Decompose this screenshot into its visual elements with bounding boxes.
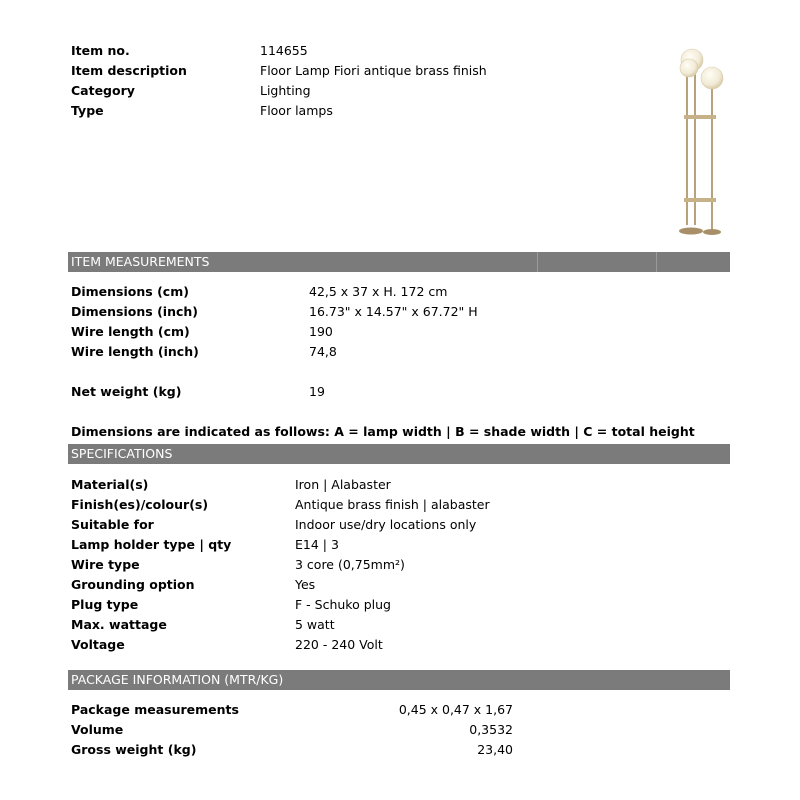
- voltage-value: 220 - 240 Volt: [295, 637, 383, 652]
- dimensions-cm-value: 42,5 x 37 x H. 172 cm: [309, 284, 448, 299]
- floor-lamp-image: [665, 40, 735, 240]
- lamp-holder-label: Lamp holder type | qty: [71, 537, 232, 552]
- material-label: Material(s): [71, 477, 149, 492]
- wire-type-label: Wire type: [71, 557, 140, 572]
- voltage-label: Voltage: [71, 637, 125, 652]
- volume-value: 0,3532: [469, 722, 513, 737]
- band-divider: [656, 252, 657, 272]
- volume-label: Volume: [71, 722, 124, 737]
- plug-type-label: Plug type: [71, 597, 139, 612]
- dimensions-cm-label: Dimensions (cm): [71, 284, 189, 299]
- package-information-header: [68, 670, 730, 690]
- wire-length-inch-value: 74,8: [309, 344, 337, 359]
- package-information-title: PACKAGE INFORMATION (MTR/KG): [71, 672, 284, 687]
- item-description-value: Floor Lamp Fiori antique brass finish: [260, 63, 487, 78]
- max-wattage-label: Max. wattage: [71, 617, 167, 632]
- suitable-for-value: Indoor use/dry locations only: [295, 517, 477, 532]
- max-wattage-value: 5 watt: [295, 617, 335, 632]
- finish-label: Finish(es)/colour(s): [71, 497, 209, 512]
- band-divider: [537, 252, 538, 272]
- specifications-header: [68, 444, 730, 464]
- wire-length-inch-label: Wire length (inch): [71, 344, 199, 359]
- gross-weight-label: Gross weight (kg): [71, 742, 197, 757]
- package-measurements-value: 0,45 x 0,47 x 1,67: [398, 702, 513, 717]
- dimensions-inch-value: 16.73" x 14.57" x 67.72" H: [309, 304, 478, 319]
- item-no-label: Item no.: [71, 43, 130, 58]
- material-value: Iron | Alabaster: [295, 477, 391, 492]
- item-description-label: Item description: [71, 63, 187, 78]
- plug-type-value: F - Schuko plug: [295, 597, 391, 612]
- item-measurements-header: [68, 252, 730, 272]
- net-weight-label: Net weight (kg): [71, 384, 182, 399]
- wire-length-cm-label: Wire length (cm): [71, 324, 190, 339]
- gross-weight-value: 23,40: [477, 742, 513, 757]
- item-measurements-title: ITEM MEASUREMENTS: [71, 254, 210, 269]
- type-value: Floor lamps: [260, 103, 333, 118]
- category-value: Lighting: [260, 83, 311, 98]
- suitable-for-label: Suitable for: [71, 517, 154, 532]
- net-weight-value: 19: [309, 384, 325, 399]
- package-measurements-label: Package measurements: [71, 702, 239, 717]
- grounding-value: Yes: [295, 577, 316, 592]
- wire-length-cm-value: 190: [309, 324, 333, 339]
- lamp-holder-value: E14 | 3: [295, 537, 339, 552]
- grounding-label: Grounding option: [71, 577, 195, 592]
- type-label: Type: [71, 103, 104, 118]
- dimensions-inch-label: Dimensions (inch): [71, 304, 198, 319]
- wire-type-value: 3 core (0,75mm²): [295, 557, 405, 572]
- item-no-value: 114655: [260, 43, 308, 58]
- specifications-title: SPECIFICATIONS: [71, 446, 173, 461]
- dimensions-note: Dimensions are indicated as follows: A = lamp width | B = shade width | C = total height: [71, 424, 695, 439]
- finish-value: Antique brass finish | alabaster: [295, 497, 490, 512]
- category-label: Category: [71, 83, 135, 98]
